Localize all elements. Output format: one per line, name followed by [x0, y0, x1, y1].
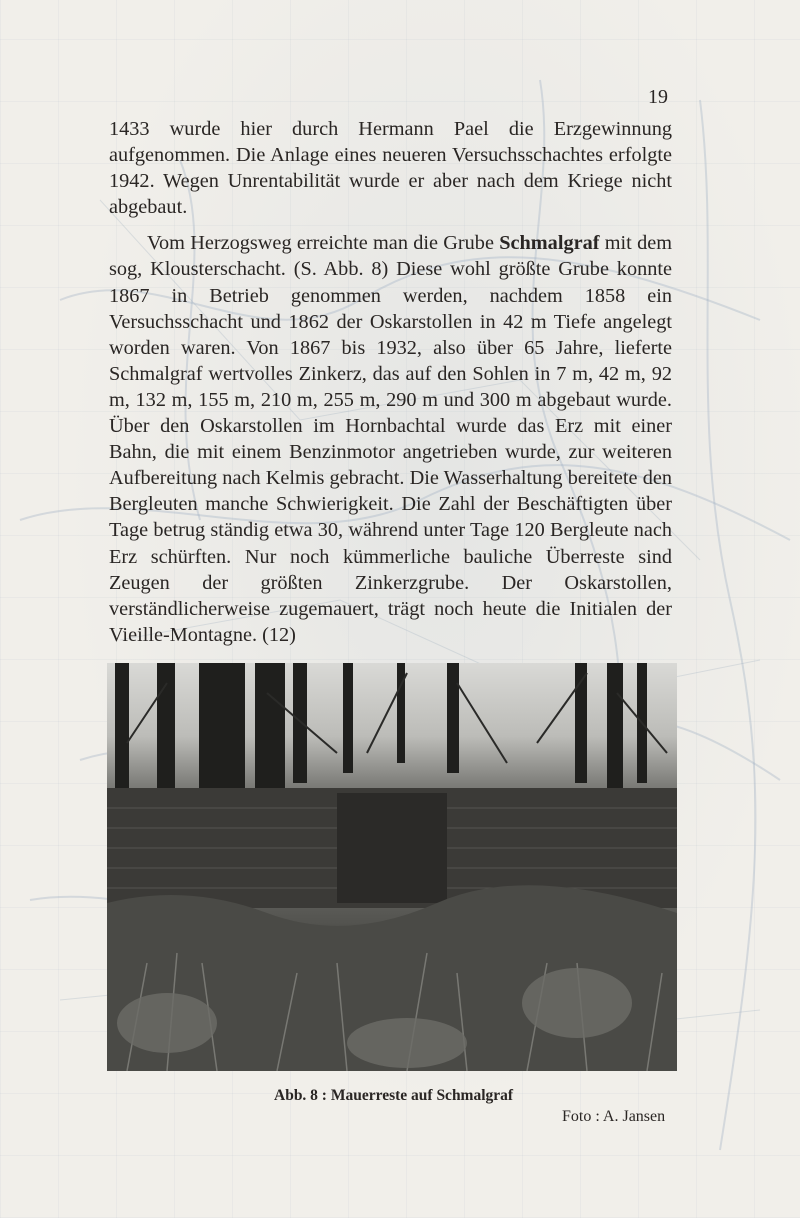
paragraph-1: 1433 wurde hier durch Hermann Pael die Erzgewinnung aufgenommen. Die Anlage eines neueren Versuchsschachtes erfolgte 1942. Wegen Unrentabilität wurde er aber nach dem Kriege nicht abgebaut. [109, 118, 672, 219]
photo-credit: Foto : A. Jansen [562, 1108, 666, 1125]
figure-photo [107, 663, 677, 1071]
paragraph-2-rest: mit dem sog, Klousterschacht. (S. Abb. 8) Diese wohl größte Grube konnte 1867 in Betrieb genommen werden, nachdem 1858 ein Versuchsschacht und 1862 der Oskarstollen in 42 m Tiefe angelegt worden waren. Von 1867 bis 1932, also über 65 Jahre, lieferte Schmalgraf wertvolles Zinkerz, das auf den Sohlen in 7 m, 42 m, 92 m, 132 m, 155 m, 210 m, 255 m, 290 m und 300 m abgebaut wurde. Über den Oskarstollen im Hornbachtal wurde das Erz mit einer Bahn, die mit einem Benzinmotor angetrieben wurde, zur weiteren Aufbereitung nach Kelmis gebracht. Die Wasserhaltung bereitete den Bergleuten manche Schwierigkeit. Die Zahl der Beschäftigten über Tage betrug ständig etwa 30, während unter Tage 120 Bergleute nach Erz schürften. Nur noch kümmerliche bauliche Überreste sind Zeugen der größten Zinkerzgrube. Der Oskarstollen, verständlicherweise zugemauert, trägt noch heute die Initialen der Vieille-Montagne. (12) [109, 232, 672, 646]
body-text [109, 116, 672, 648]
paragraph-2 [109, 230, 672, 648]
paragraph-2-start: Vom Herzogsweg erreichte man die Grube [147, 232, 500, 255]
mine-name-bold: Schmalgraf [499, 232, 600, 255]
figure-caption: Abb. 8 : Mauerreste auf Schmalgraf [274, 1087, 514, 1104]
page-number: 19 [648, 86, 668, 108]
